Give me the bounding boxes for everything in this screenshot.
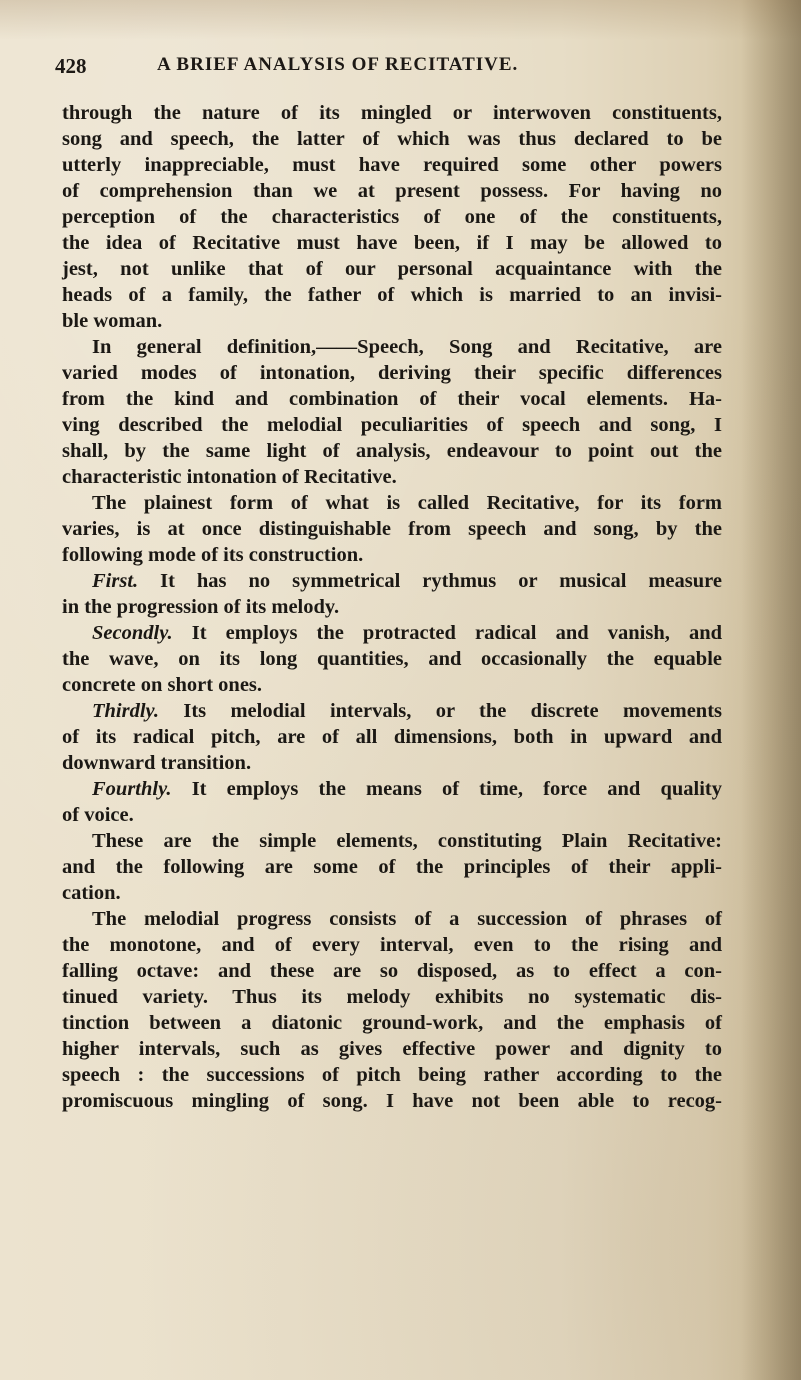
text-line <box>62 542 722 568</box>
line-text: tinction between a diatonic ground-work, and the emphasis of <box>62 1012 722 1034</box>
line-text: ble woman. <box>62 310 163 332</box>
line-text: In general definition,——Speech, Song and Recitative, are <box>92 336 722 358</box>
running-head: A BRIEF ANALYSIS OF RECITATIVE. <box>157 54 519 75</box>
page-edge-shading <box>0 0 801 40</box>
line-text: promiscuous mingling of song. I have not been able to recog- <box>62 1090 722 1112</box>
text-line <box>62 360 722 386</box>
text-line <box>62 750 722 776</box>
line-text: and the following are some of the principles of their appli- <box>62 856 722 878</box>
line-text: perception of the characteristics of one of the constituents, <box>62 206 722 228</box>
text-line <box>62 490 722 516</box>
line-text: in the progression of its melody. <box>62 596 340 618</box>
page-header <box>55 54 715 84</box>
section-lead: Fourthly. <box>92 778 172 800</box>
text-line <box>62 204 722 230</box>
text-line <box>62 594 722 620</box>
text-line <box>62 776 722 802</box>
line-text: concrete on short ones. <box>62 674 263 696</box>
text-line <box>62 256 722 282</box>
text-line <box>62 1062 722 1088</box>
line-text: utterly inappreciable, must have required some other powers <box>62 154 722 176</box>
text-line <box>62 230 722 256</box>
section-lead: Secondly. <box>92 622 173 644</box>
text-line <box>62 100 722 126</box>
text-line <box>62 152 722 178</box>
text-line <box>62 386 722 412</box>
line-text: song and speech, the latter of which was thus declared to be <box>62 128 722 150</box>
text-line <box>62 828 722 854</box>
text-line <box>62 178 722 204</box>
text-line <box>62 1010 722 1036</box>
text-line <box>62 1088 722 1114</box>
text-line <box>62 984 722 1010</box>
text-line <box>62 126 722 152</box>
text-line <box>62 334 722 360</box>
text-line <box>62 1036 722 1062</box>
line-text: Its melodial intervals, or the discrete movements <box>159 700 722 722</box>
body-text <box>62 100 722 1114</box>
line-text: It employs the means of time, force and quality <box>171 778 722 800</box>
line-text: varies, is at once distinguishable from speech and song, by the <box>62 518 722 540</box>
line-text: following mode of its construction. <box>62 544 364 566</box>
text-line <box>62 906 722 932</box>
page-gutter-shadow <box>741 0 801 1380</box>
line-text: the monotone, and of every interval, even to the rising and <box>62 934 722 956</box>
line-text: higher intervals, such as gives effective power and dignity to <box>62 1038 722 1060</box>
text-line <box>62 438 722 464</box>
line-text: The melodial progress consists of a succession of phrases of <box>92 908 722 930</box>
text-line <box>62 646 722 672</box>
line-text: of voice. <box>62 804 134 826</box>
line-text: of its radical pitch, are of all dimensions, both in upward and <box>62 726 722 748</box>
line-text: through the nature of its mingled or interwoven constituents, <box>62 102 722 124</box>
text-line <box>62 282 722 308</box>
text-line <box>62 308 722 334</box>
line-text: speech : the successions of pitch being rather according to the <box>62 1064 722 1086</box>
text-line <box>62 854 722 880</box>
text-line <box>62 464 722 490</box>
line-text: It employs the protracted radical and vanish, and <box>172 622 722 644</box>
line-text: characteristic intonation of Recitative. <box>62 466 397 488</box>
text-line <box>62 698 722 724</box>
line-text: The plainest form of what is called Recitative, for its form <box>92 492 722 514</box>
page-number: 428 <box>55 54 87 78</box>
text-line <box>62 620 722 646</box>
text-line <box>62 516 722 542</box>
line-text: shall, by the same light of analysis, endeavour to point out the <box>62 440 722 462</box>
line-text: These are the simple elements, constituting Plain Recitative: <box>92 830 722 852</box>
line-text: heads of a family, the father of which is married to an invisi- <box>62 284 722 306</box>
text-line <box>62 802 722 828</box>
text-line <box>62 880 722 906</box>
line-text: downward transition. <box>62 752 252 774</box>
line-text: the idea of Recitative must have been, if I may be allowed to <box>62 232 722 254</box>
text-line <box>62 568 722 594</box>
text-line <box>62 672 722 698</box>
line-text: tinued variety. Thus its melody exhibits no systematic dis- <box>62 986 722 1008</box>
line-text: falling octave: and these are so disposed, as to effect a con- <box>62 960 722 982</box>
line-text: varied modes of intonation, deriving their specific differences <box>62 362 722 384</box>
line-text: It has no symmetrical rythmus or musical measure <box>138 570 722 592</box>
line-text: cation. <box>62 882 121 904</box>
section-lead: First. <box>92 570 139 592</box>
text-line <box>62 724 722 750</box>
line-text: of comprehension than we at present possess. For having no <box>62 180 722 202</box>
line-text: the wave, on its long quantities, and occasionally the equable <box>62 648 722 670</box>
line-text: jest, not unlike that of our personal acquaintance with the <box>62 258 722 280</box>
text-line <box>62 958 722 984</box>
line-text: from the kind and combination of their vocal elements. Ha- <box>62 388 722 410</box>
text-line <box>62 932 722 958</box>
section-lead: Thirdly. <box>92 700 160 722</box>
text-line <box>62 412 722 438</box>
line-text: ving described the melodial peculiarities of speech and song, I <box>62 414 722 436</box>
